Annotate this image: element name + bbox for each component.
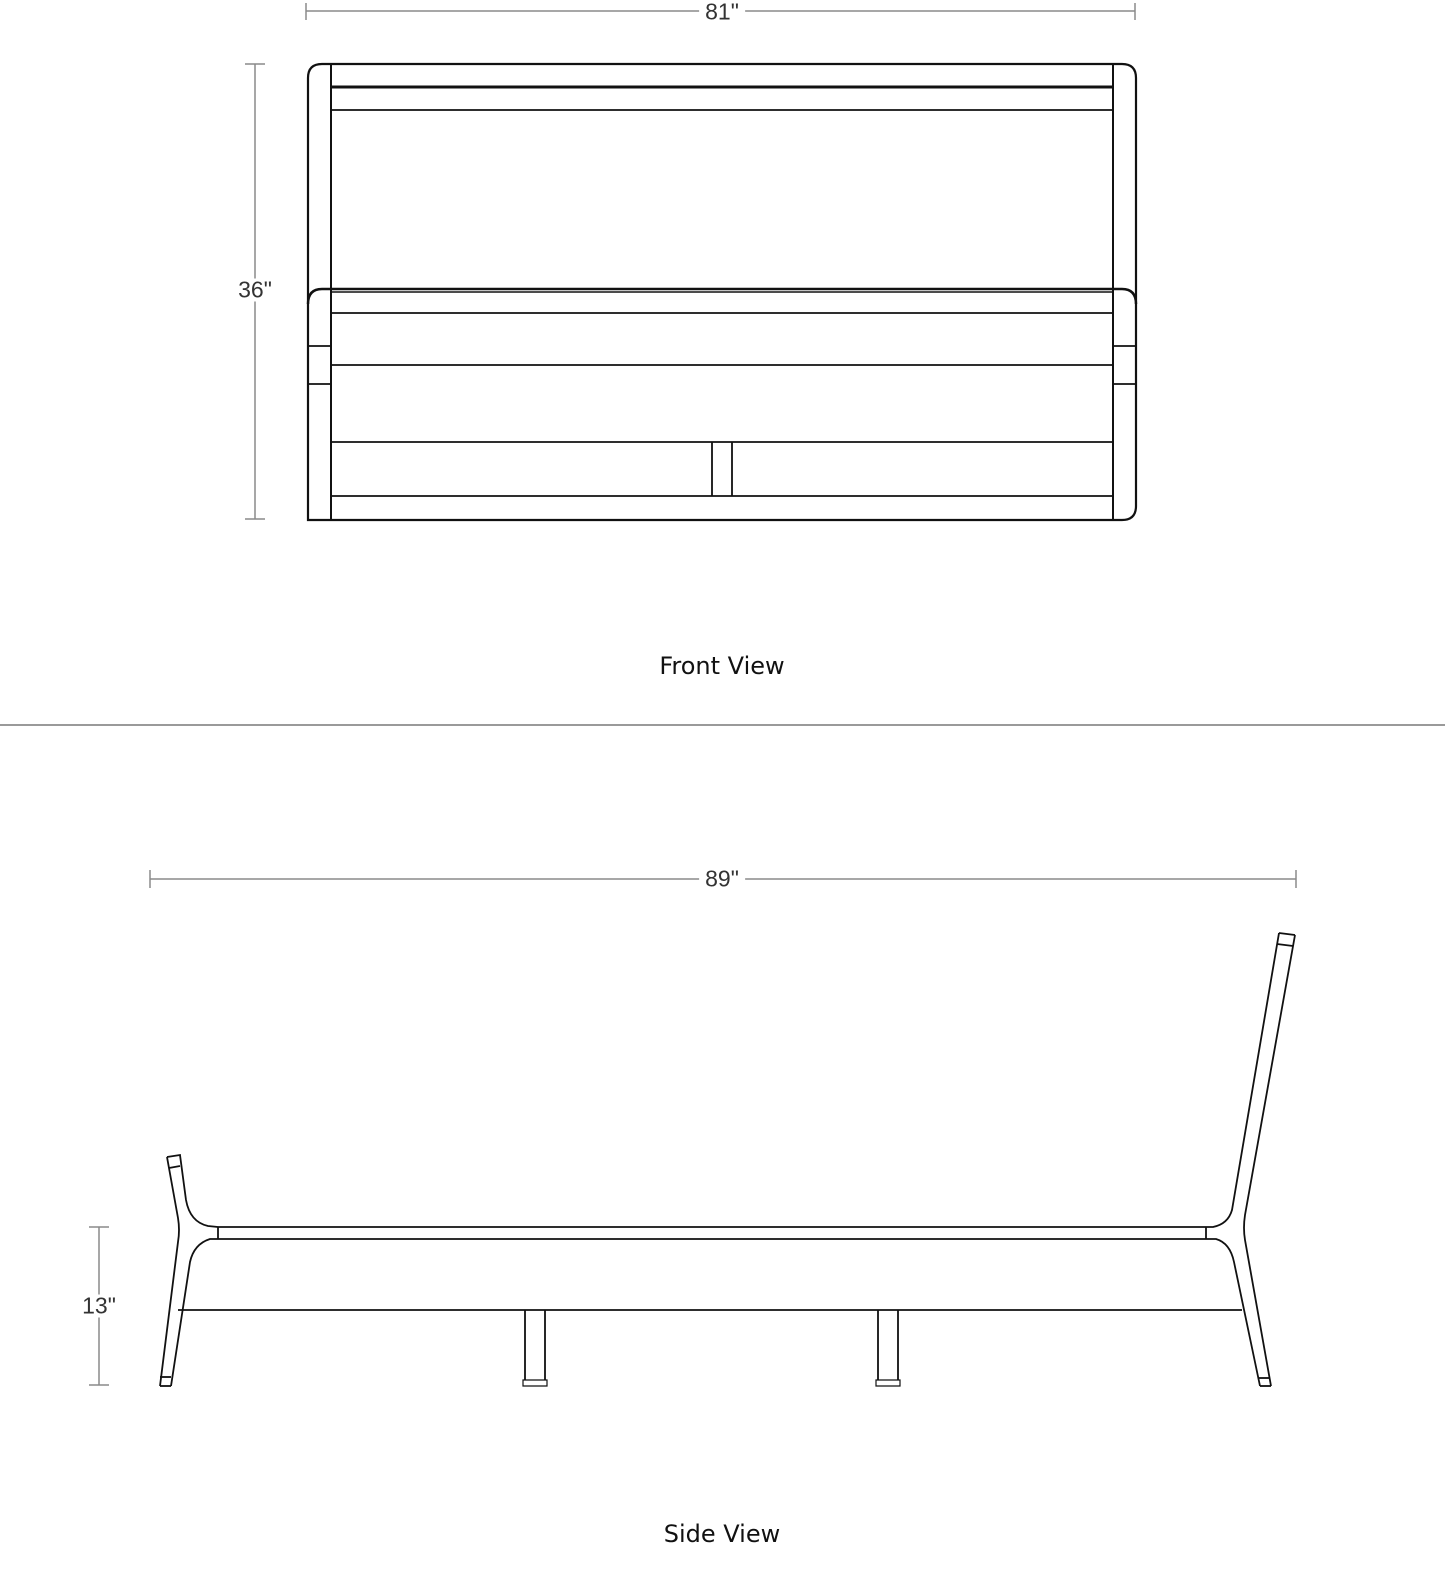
front-view-bed [308,64,1136,520]
side-height-label: 13" [76,1295,122,1318]
front-width-label: 81" [699,1,745,24]
front-view-caption: Front View [659,652,785,680]
section-divider [0,724,1445,726]
side-view-caption: Side View [663,1520,781,1548]
front-height-label: 36" [232,279,278,302]
side-length-label: 89" [699,868,745,891]
side-view-bed [160,933,1295,1386]
